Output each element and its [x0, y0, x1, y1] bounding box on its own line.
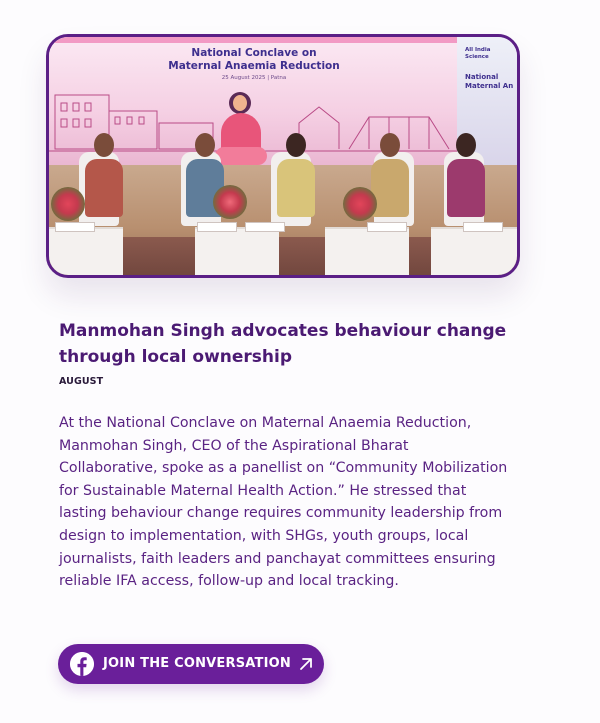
article-headline: Manmohan Singh advocates behaviour change through local ownership	[59, 321, 507, 367]
join-conversation-button[interactable]	[58, 644, 324, 684]
nameplate	[463, 222, 503, 232]
nameplate	[367, 222, 407, 232]
panellist	[85, 133, 123, 217]
article-date: AUGUST	[59, 376, 104, 387]
event-photo: National Conclave on Maternal Anaemia Reduction 25 August 2025 | Patna All India Science National Maternal An	[46, 34, 520, 278]
nameplate	[55, 222, 95, 232]
flower-arrangement	[213, 185, 247, 219]
nameplate	[197, 222, 237, 232]
screen-title: National Conclave on Maternal Anaemia Reduction	[168, 47, 340, 72]
arrow-up-right-icon	[297, 655, 315, 673]
panellist	[447, 133, 485, 217]
article-body: At the National Conclave on Maternal Anaemia Reduction, Manmohan Singh, CEO of the Aspirational Bharat Collaborative, spoke as a panellist on “Community Mobilization for Sustainable Maternal Health Action.” He stressed that lasting behaviour change requires community leadership from design to implementation, with SHGs, youth groups, local journalists, faith leaders and panchayat committees ensuring reliable IFA access, follow-up and local tracking.	[59, 415, 508, 590]
flower-arrangement	[343, 187, 377, 221]
panellist	[277, 133, 315, 217]
screen-date: 25 August 2025 | Patna	[221, 75, 287, 81]
nameplate	[245, 222, 285, 232]
facebook-icon	[70, 652, 94, 676]
flower-arrangement	[51, 187, 85, 221]
cta-label: JOIN THE CONVERSATION	[103, 656, 291, 671]
